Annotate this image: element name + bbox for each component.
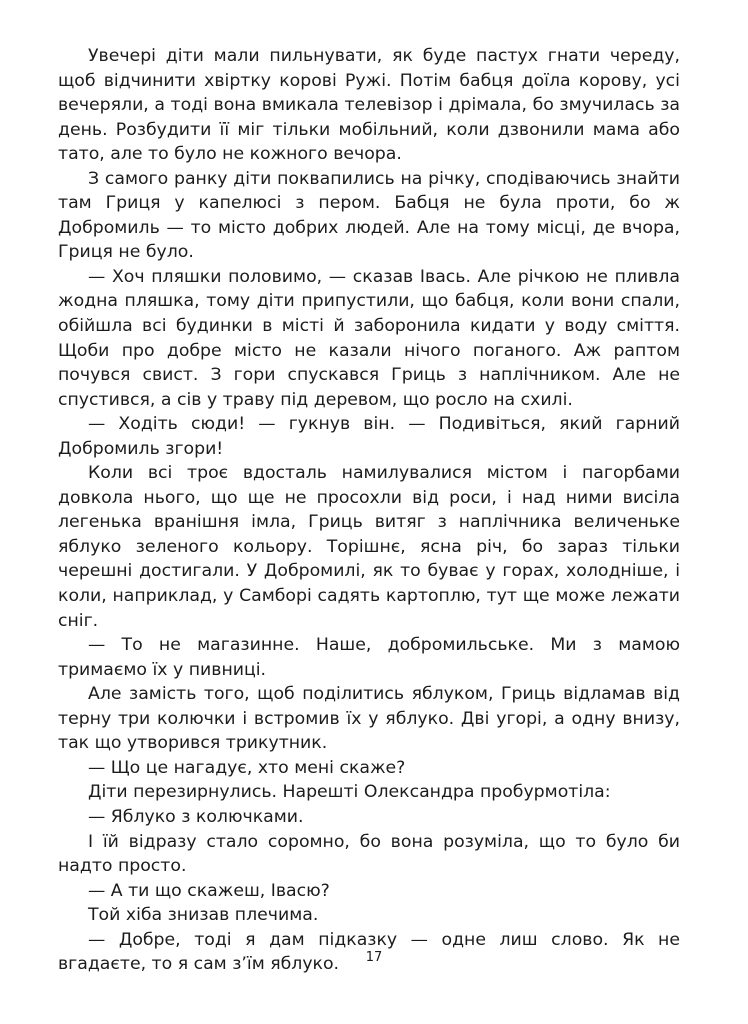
paragraph: Увечері діти мали пильнувати, як буде пастух гнати череду, щоб відчинити хвіртку корові Ружі. Потім бабця доїла корову, усі вечеряли, а тоді вона вмикала телевізор і дрімала, бо змучилась за день. Розбудити її міг тільки мобільний, коли дзвонили мама або тато, але то було не кожного вечора. [58, 46, 680, 165]
paragraph: Але замість того, щоб поділитись яблуком, Гриць відламав від терну три колючки і встромив їх у яблуко. Дві угорі, а одну внизу, так що утворився трикутник. [58, 684, 680, 754]
paragraph: Той хіба знизав плечима. [88, 905, 319, 926]
page-number: 17 [365, 950, 383, 965]
paragraph: — А ти що скажеш, Івасю? [88, 880, 330, 901]
paragraph: — Що це нагадує, хто мені скаже? [88, 757, 406, 778]
paragraph: — Ходіть сюди! — гукнув він. — Подивіться, який гарний Добромиль згори! [58, 414, 680, 459]
paragraph: — То не магазинне. Наше, добромильське. Ми з мамою тримаємо їх у пивниці. [58, 635, 680, 680]
paragraph: — Добре, тоді я дам підказку — одне лиш слово. Як не вгадаєте, то я сам з’їм яблуко. [58, 929, 680, 975]
paragraph: Діти перезирнулись. Нарешті Олександра пробурмотіла: [88, 782, 611, 803]
paragraph: — Хоч пляшки половимо, — сказав Івась. Але річкою не пливла жодна пляшка, тому діти припустили, що бабця, коли вони спали, обійшла всі будинки в місті й заборонила кидати у воду сміття. Щоби про добре місто не казали нічого поганого. Аж раптом почувся свист. З гори спускався Гриць з наплічником. Але не спустився, а сів у траву під деревом, що росло на схилі. [58, 266, 680, 410]
page-body [58, 44, 680, 977]
paragraph: — Яблуко з колючками. [88, 806, 304, 827]
paragraph: І їй відразу стало соромно, бо вона розуміла, що то було би надто просто. [58, 831, 680, 877]
paragraph: Коли всі троє вдосталь намилувалися містом і пагорбами довкола нього, що ще не просохли від роси, і над ними висіла легенька вранішня імла, Гриць витяг з наплічника величеньке яблуко зеленого кольору. Торішнє, ясна річ, бо зараз тільки черешні достигали. У Добромилі, як то буває у горах, холодніше, і коли, наприклад, у Самборі садять картоплю, тут ще може лежати сніг. [58, 463, 680, 631]
paragraph: З самого ранку діти поквапились на річку, сподіваючись знайти там Гриця у капелюсі з пером. Бабця не була проти, бо ж Добромиль — то місто добрих людей. Але на тому місці, де вчора, Гриця не було. [58, 168, 680, 263]
